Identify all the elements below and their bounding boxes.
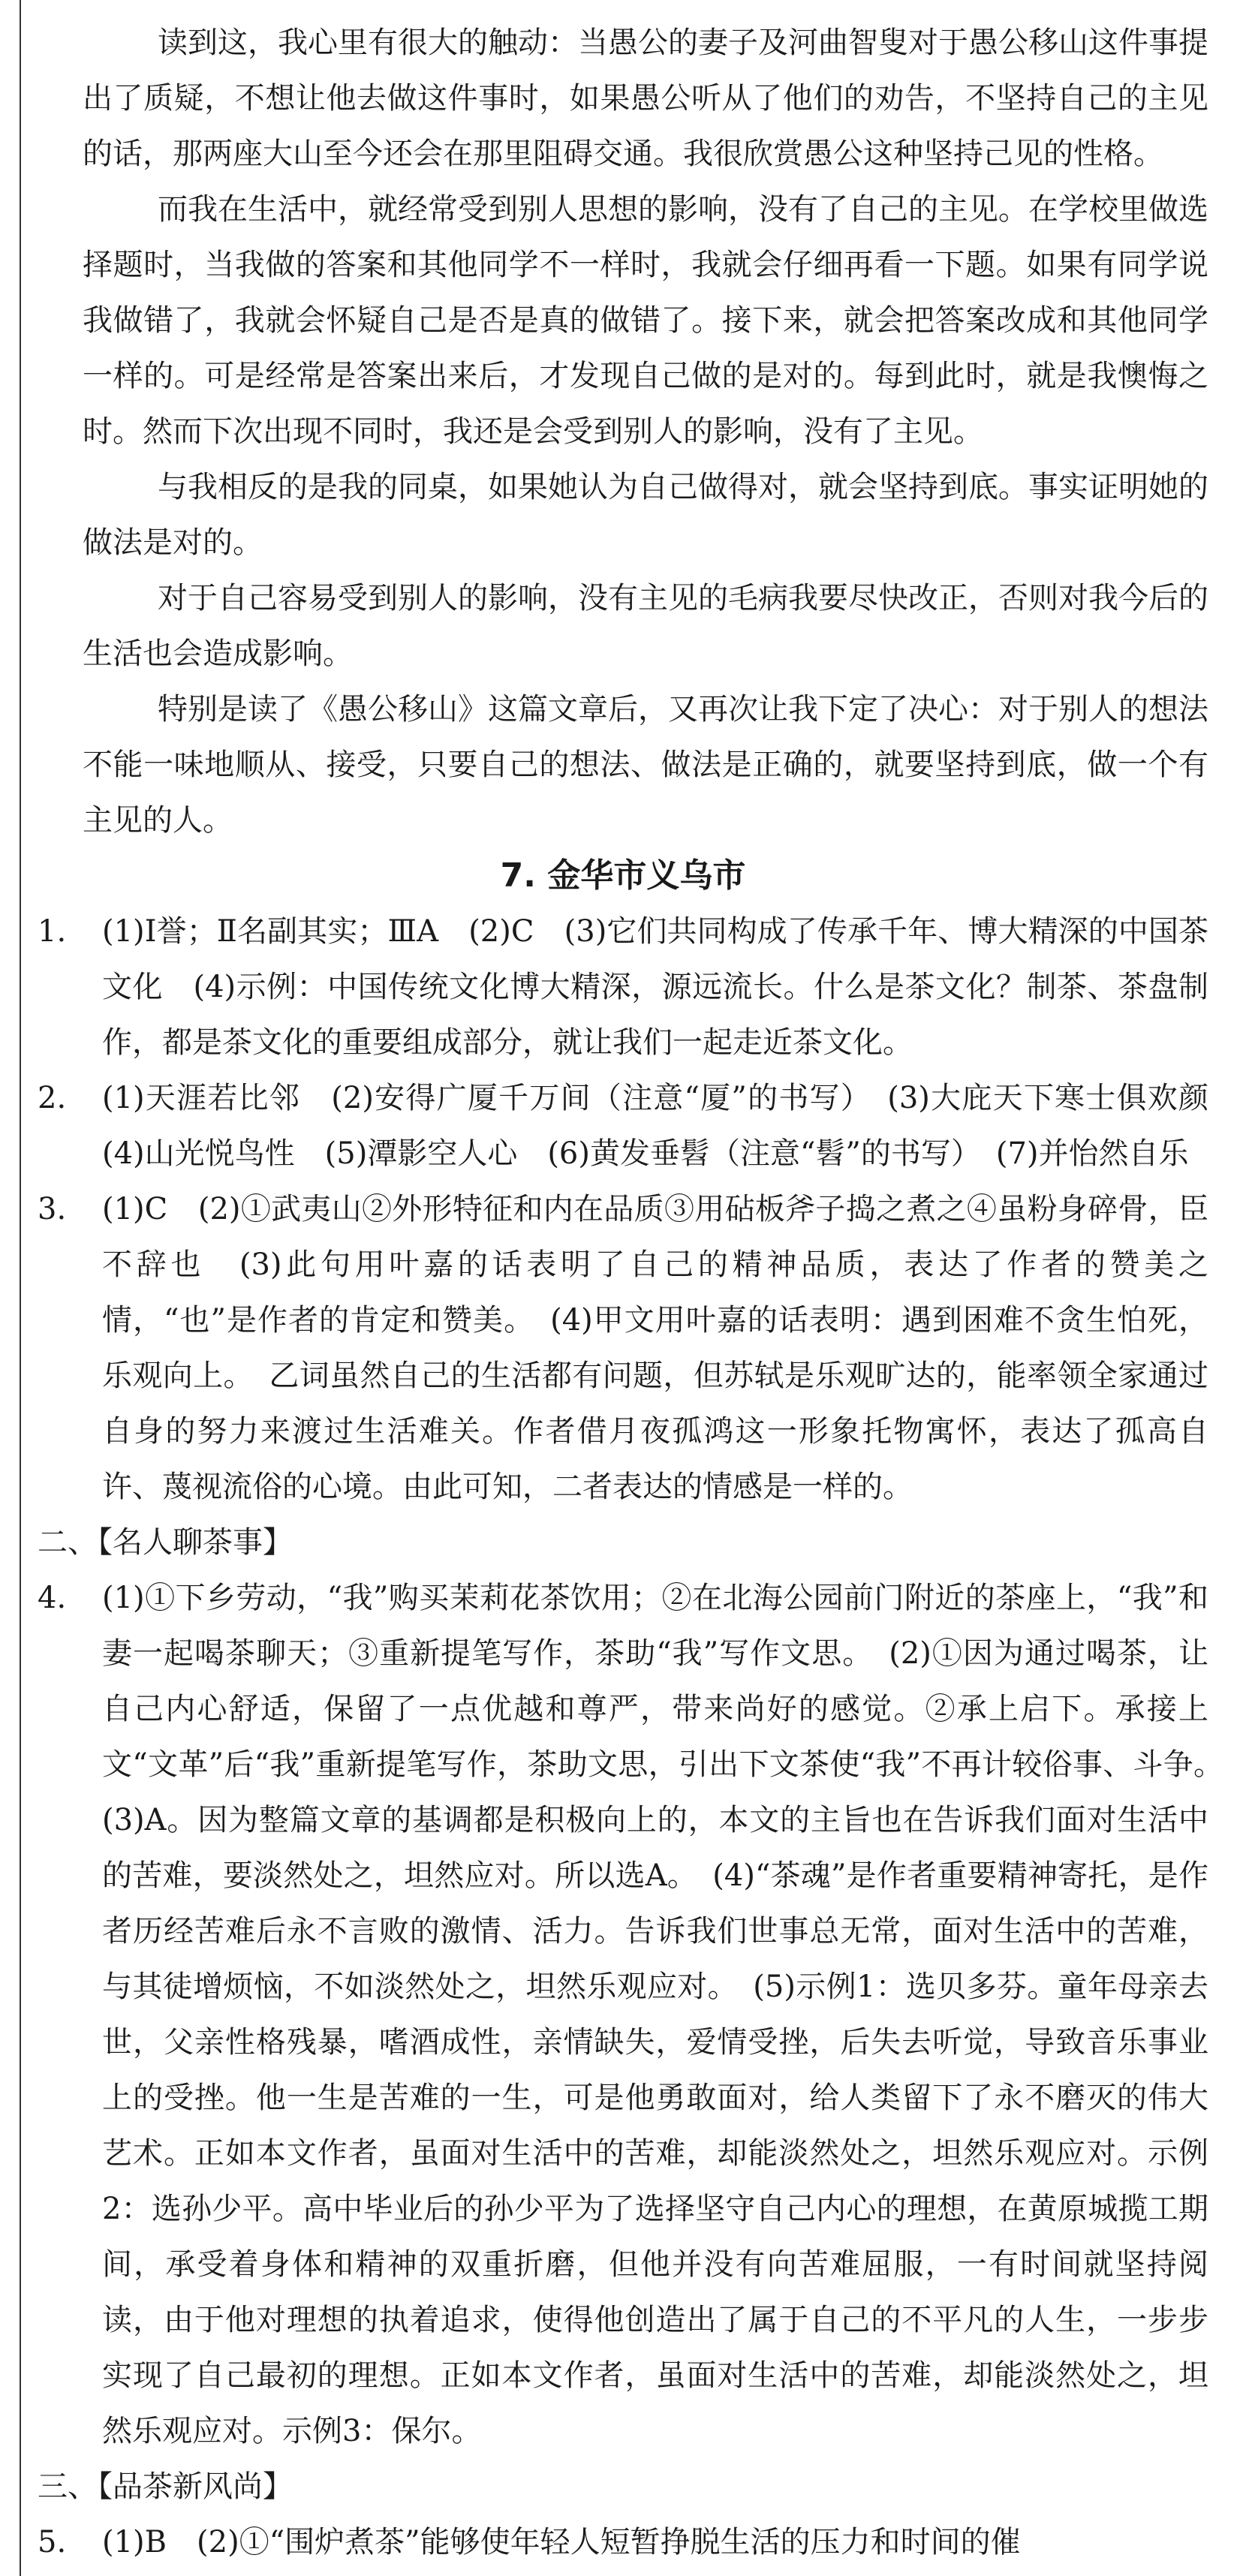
item-number: 4. [38, 1581, 67, 1615]
item-number: 3. [38, 1192, 67, 1226]
item-number: 1. [38, 914, 67, 949]
section-title: 7. 金华市义乌市 [500, 856, 746, 895]
essay-paragraph: 读到这，我心里有很大的触动：当愚公的妻子及河曲智叟对于愚公移山这件事提出了质疑，不想让他去做这件事时，如果愚公听从了他们的劝告，不坚持自己的主见的话，那两座大山至今还会在那里阻碍交通。我很欣赏愚公这种坚持己见的性格。 [83, 26, 1208, 171]
answer-item [38, 1181, 1208, 1515]
item-text: (1)B (2)①“围炉煮茶”能够使年轻人短暂挣脱生活的压力和时间的催 [102, 2525, 1021, 2559]
answer-item [38, 2514, 1208, 2570]
answer-item [38, 904, 1208, 1070]
answer-item [38, 1570, 1238, 2459]
answer-item [38, 1070, 1238, 1181]
item-number: 5. [38, 2525, 67, 2559]
item-number: 2. [38, 1081, 67, 1115]
essay-paragraph: 特别是读了《愚公移山》这篇文章后，又再次让我下定了决心：对于别人的想法不能一味地顺从、接受，只要自己的想法、做法是正确的，就要坚持到底，做一个有主见的人。 [83, 692, 1208, 838]
page-content [38, 0, 1238, 2570]
section-heading: 二、【名人聊茶事】 [38, 1525, 293, 1560]
essay-paragraph: 对于自己容易受到别人的影响，没有主见的毛病我要尽快改正，否则对我今后的生活也会造成影响。 [83, 581, 1208, 671]
essay-paragraph: 而我在生活中，就经常受到别人思想的影响，没有了自己的主见。在学校里做选择题时，当我做的答案和其他同学不一样时，我就会仔细再看一下题。如果有同学说我做错了，我就会怀疑自己是否是真的做错了。接下来，就会把答案改成和其他同学一样的。可是经常是答案出来后，才发现自己做的是对的。每到此时，就是我懊悔之时。然而下次出现不同时，我还是会受到别人的影响，没有了主见。 [83, 192, 1208, 449]
item-text: (1)①下乡劳动，“我”购买茉莉花茶饮用；②在北海公园前门附近的茶座上，“我”和妻一起喝茶聊天；③重新提笔写作，茶助“我”写作文思。 (2)①因为通过喝茶，让自己内心舒适，保留了一点优越和尊严，带来尚好的感觉。②承上启下。承接上文“文革”后“我”重新提笔写作，茶助文思，引出下文茶使“我”不再计较俗事、斗争。 (3)A。因为整篇文章的基调都是积极向上的，本文的主旨也在告诉我们面对生活中的苦难，要淡然处之，坦然应对。所以选A。 (4)“茶魂”是作者重要精神寄托，是作者历经苦难后永不言败的激情、活力。告诉我们世事总无常，面对生活中的苦难，与其徒增烦恼，不如淡然处之，坦然乐观应对。 (5)示例1：选贝多芬。童年母亲去世，父亲性格残暴，嗜酒成性，亲情缺失，爱情受挫，后失去听觉，导致音乐事业上的受挫。他一生是苦难的一生，可是他勇敢面对，给人类留下了永不磨灭的伟大艺术。正如本文作者，虽面对生活中的苦难，却能淡然处之，坦然乐观应对。示例2：选孙少平。高中毕业后的孙少平为了选择坚守自己内心的理想，在黄原城揽工期间，承受着身体和精神的双重折磨，但他并没有向苦难屈服，一有时间就坚持阅读，由于他对理想的执着追求，使得他创造出了属于自己的不平凡的人生，一步步实现了自己最初的理想。正如本文作者，虽面对生活中的苦难，却能淡然处之，坦然乐观应对。示例3：保尔。 [102, 1581, 1238, 2448]
section-heading: 三、【品茶新风尚】 [38, 2469, 293, 2504]
essay-paragraph: 与我相反的是我的同桌，如果她认为自己做得对，就会坚持到底。事实证明她的做法是对的。 [83, 470, 1208, 560]
item-text: (1)Ⅰ誉；Ⅱ名副其实；ⅢA (2)C (3)它们共同构成了传承千年、博大精深的中国茶文化 (4)示例：中国传统文化博大精深，源远流长。什么是茶文化？制茶、茶盘制作，都是茶文化的重要组成部分，就让我们一起走近茶文化。 [102, 914, 1208, 1060]
item-text: (1)C (2)①武夷山②外形特征和内在品质③用砧板斧子捣之煮之④虽粉身碎骨，臣不辞也 (3)此句用叶嘉的话表明了自己的精神品质，表达了作者的赞美之情，“也”是作者的肯定和赞美。 (4)甲文用叶嘉的话表明：遇到困难不贪生怕死，乐观向上。 乙词虽然自己的生活都有问题，但苏轼是乐观旷达的，能率领全家通过自身的努力来渡过生活难关。作者借月夜孤鸿这一形象托物寓怀，表达了孤高自许、蔑视流俗的心境。由此可知，二者表达的情感是一样的。 [102, 1192, 1208, 1504]
left-margin-rule [20, 0, 21, 2576]
item-text: (1)天涯若比邻 (2)安得广厦千万间（注意“厦”的书写） (3)大庇天下寒士俱欢颜 (4)山光悦鸟性 (5)潭影空人心 (6)黄发垂髫（注意“髫”的书写） (7)并怡然自乐 [102, 1081, 1238, 1171]
